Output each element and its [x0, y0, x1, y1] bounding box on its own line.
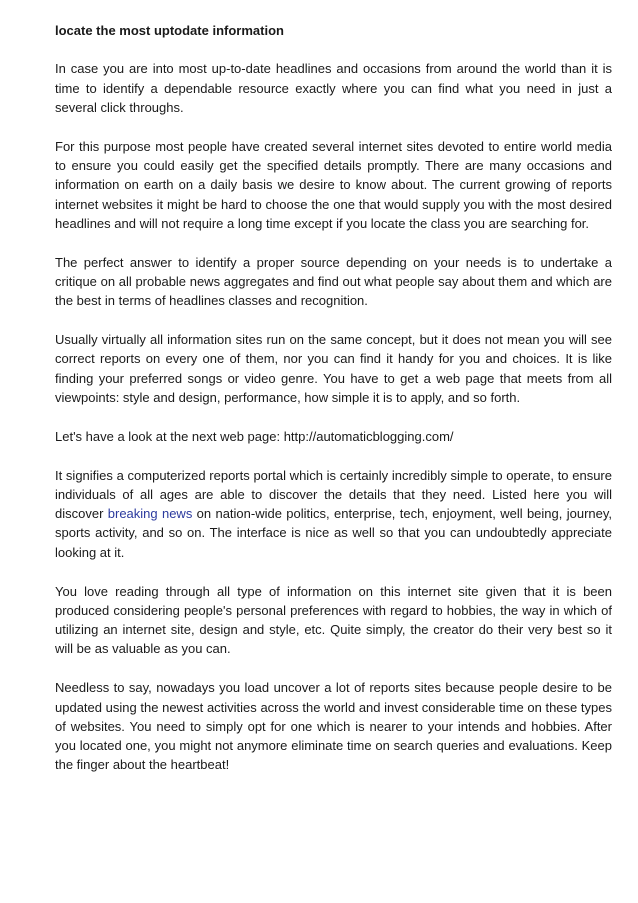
paragraph-4: Usually virtually all information sites run on the same concept, but it does not mean you will see correct reports on every one of them, nor you can find it handy for you and choices. It is like finding your preferred songs or video genre. You have to get a web page that meets from all viewpoints: style and design, performance, how simple it is to apply, and so forth. — [55, 332, 612, 405]
paragraph-6-before: It signifies a computerized reports portal which is certainly incredibly simple to operate, to ensure individuals of all ages are able to discover the details that they need. Listed here you will discover — [55, 467, 612, 522]
paragraph-6 — [55, 466, 612, 562]
paragraph-8: Needless to say, nowadays you load uncover a lot of reports sites because people desire to be updated using the newest activities across the world and invest considerable time on these types of websites. You need to simply opt for one which is nearer to your intends and hobbies. After you located one, you might not anymore eliminate time on search queries and evaluations. Keep the finger about the heartbeat! — [55, 680, 612, 773]
document-title: locate the most uptodate information — [55, 23, 284, 38]
paragraph-2: For this purpose most people have created several internet sites devoted to entire world media to ensure you could easily get the specified details promptly. There are many occasions and information on earth on a daily basis we desire to know about. The current growing of reports internet websites it might be hard to choose the one that would supply you with the most desired headlines and will not require a long time except if you locate the class you are searching for. — [55, 138, 612, 231]
paragraph-7: You love reading through all type of information on this internet site given that it is been produced considering people's personal preferences with regard to hobbies, the way in which of utilizing an internet site, design and style, etc. Quite simply, the creator do their very best so it will be as valuable as you can. — [55, 583, 612, 657]
paragraph-6-after: on nation-wide politics, enterprise, tech, enjoyment, well being, journey, sports activity, and so on. The interface is nice as well so that you can undoubtedly appreciate looking at it. — [55, 506, 613, 560]
paragraph-3: The perfect answer to identify a proper source depending on your needs is to undertake a critique on all probable news aggregates and find out what people say about them and which are the best in terms of headlines classes and recognition. — [55, 254, 612, 309]
breaking-news-link[interactable]: breaking news — [107, 506, 193, 522]
paragraph-5: Let's have a look at the next web page: http://automaticblogging.com/ — [55, 428, 454, 444]
paragraph-1: In case you are into most up-to-date headlines and occasions from around the world than it is time to identify a dependable resource exactly where you can find what you need in just a several click throughs. — [55, 61, 612, 115]
